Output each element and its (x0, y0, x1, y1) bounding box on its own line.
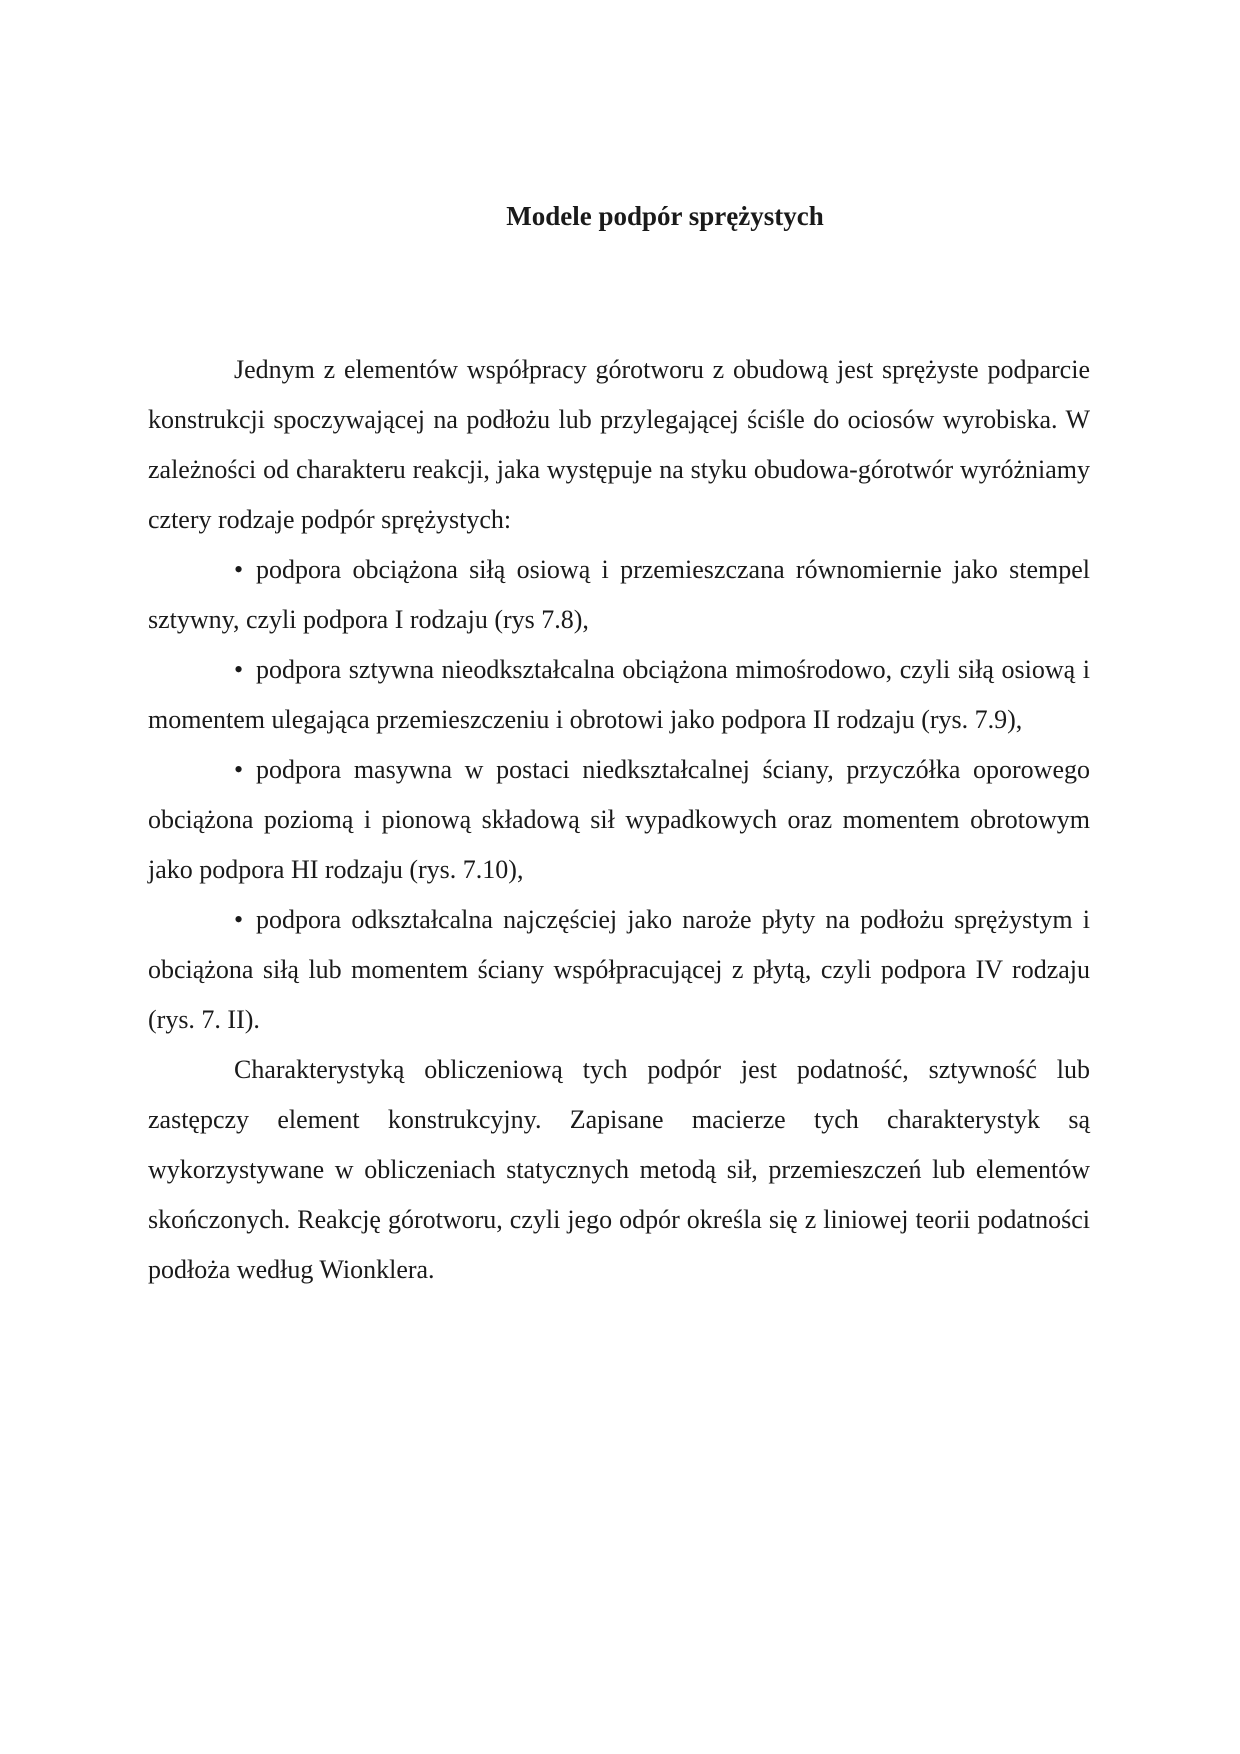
bullet-icon: • (234, 755, 244, 784)
list-item (148, 645, 1090, 745)
list-item (148, 545, 1090, 645)
bullet-icon: • (234, 555, 244, 584)
closing-paragraph: Charakterystyką obliczeniową tych podpór jest podatność, sztywność lub zastępczy element konstrukcyjny. Zapisane macierze tych charakterystyk są wykorzystywane w obliczeniach statycznych metodą sił, przemieszczeń lub elementów skończonych. Reakcję górotworu, czyli jego odpór określa się z liniowej teorii podatności podłoża według Wionklera. (148, 1055, 1090, 1284)
bullet-icon: • (234, 655, 244, 684)
intro-paragraph: Jednym z elementów współpracy górotworu z obudową jest sprężyste podparcie konstrukcji spoczywającej na podłożu lub przylegającej ściśle do ociosów wyrobiska. W zależności od charakteru reakcji, jaka występuje na styku obudowa-górotwór wyróżniamy cztery rodzaje podpór sprężystych: (148, 355, 1090, 534)
list-item-text: podpora masywna w postaci niedkształcalnej ściany, przyczółka oporowego obciążona poziomą i pionową składową sił wypadkowych oraz momentem obrotowym jako podpora HI rodzaju (rys. 7.10), (148, 755, 1090, 884)
list-item (148, 745, 1090, 895)
list-item-text: podpora obciążona siłą osiową i przemieszczana równomiernie jako stempel sztywny, czyli podpora I rodzaju (rys 7.8), (148, 555, 1090, 634)
document-body (148, 345, 1090, 1295)
bullet-icon: • (234, 905, 244, 934)
list-item (148, 895, 1090, 1045)
list-item-text: podpora sztywna nieodkształcalna obciążona mimośrodowo, czyli siłą osiową i momentem ulegająca przemieszczeniu i obrotowi jako podpora II rodzaju (rys. 7.9), (148, 655, 1090, 734)
page-title: Modele podpór sprężystych (506, 201, 824, 231)
list-item-text: podpora odkształcalna najczęściej jako naroże płyty na podłożu sprężystym i obciążona siłą lub momentem ściany współpracującej z płytą, czyli podpora IV rodzaju (rys. 7. II). (148, 905, 1090, 1034)
